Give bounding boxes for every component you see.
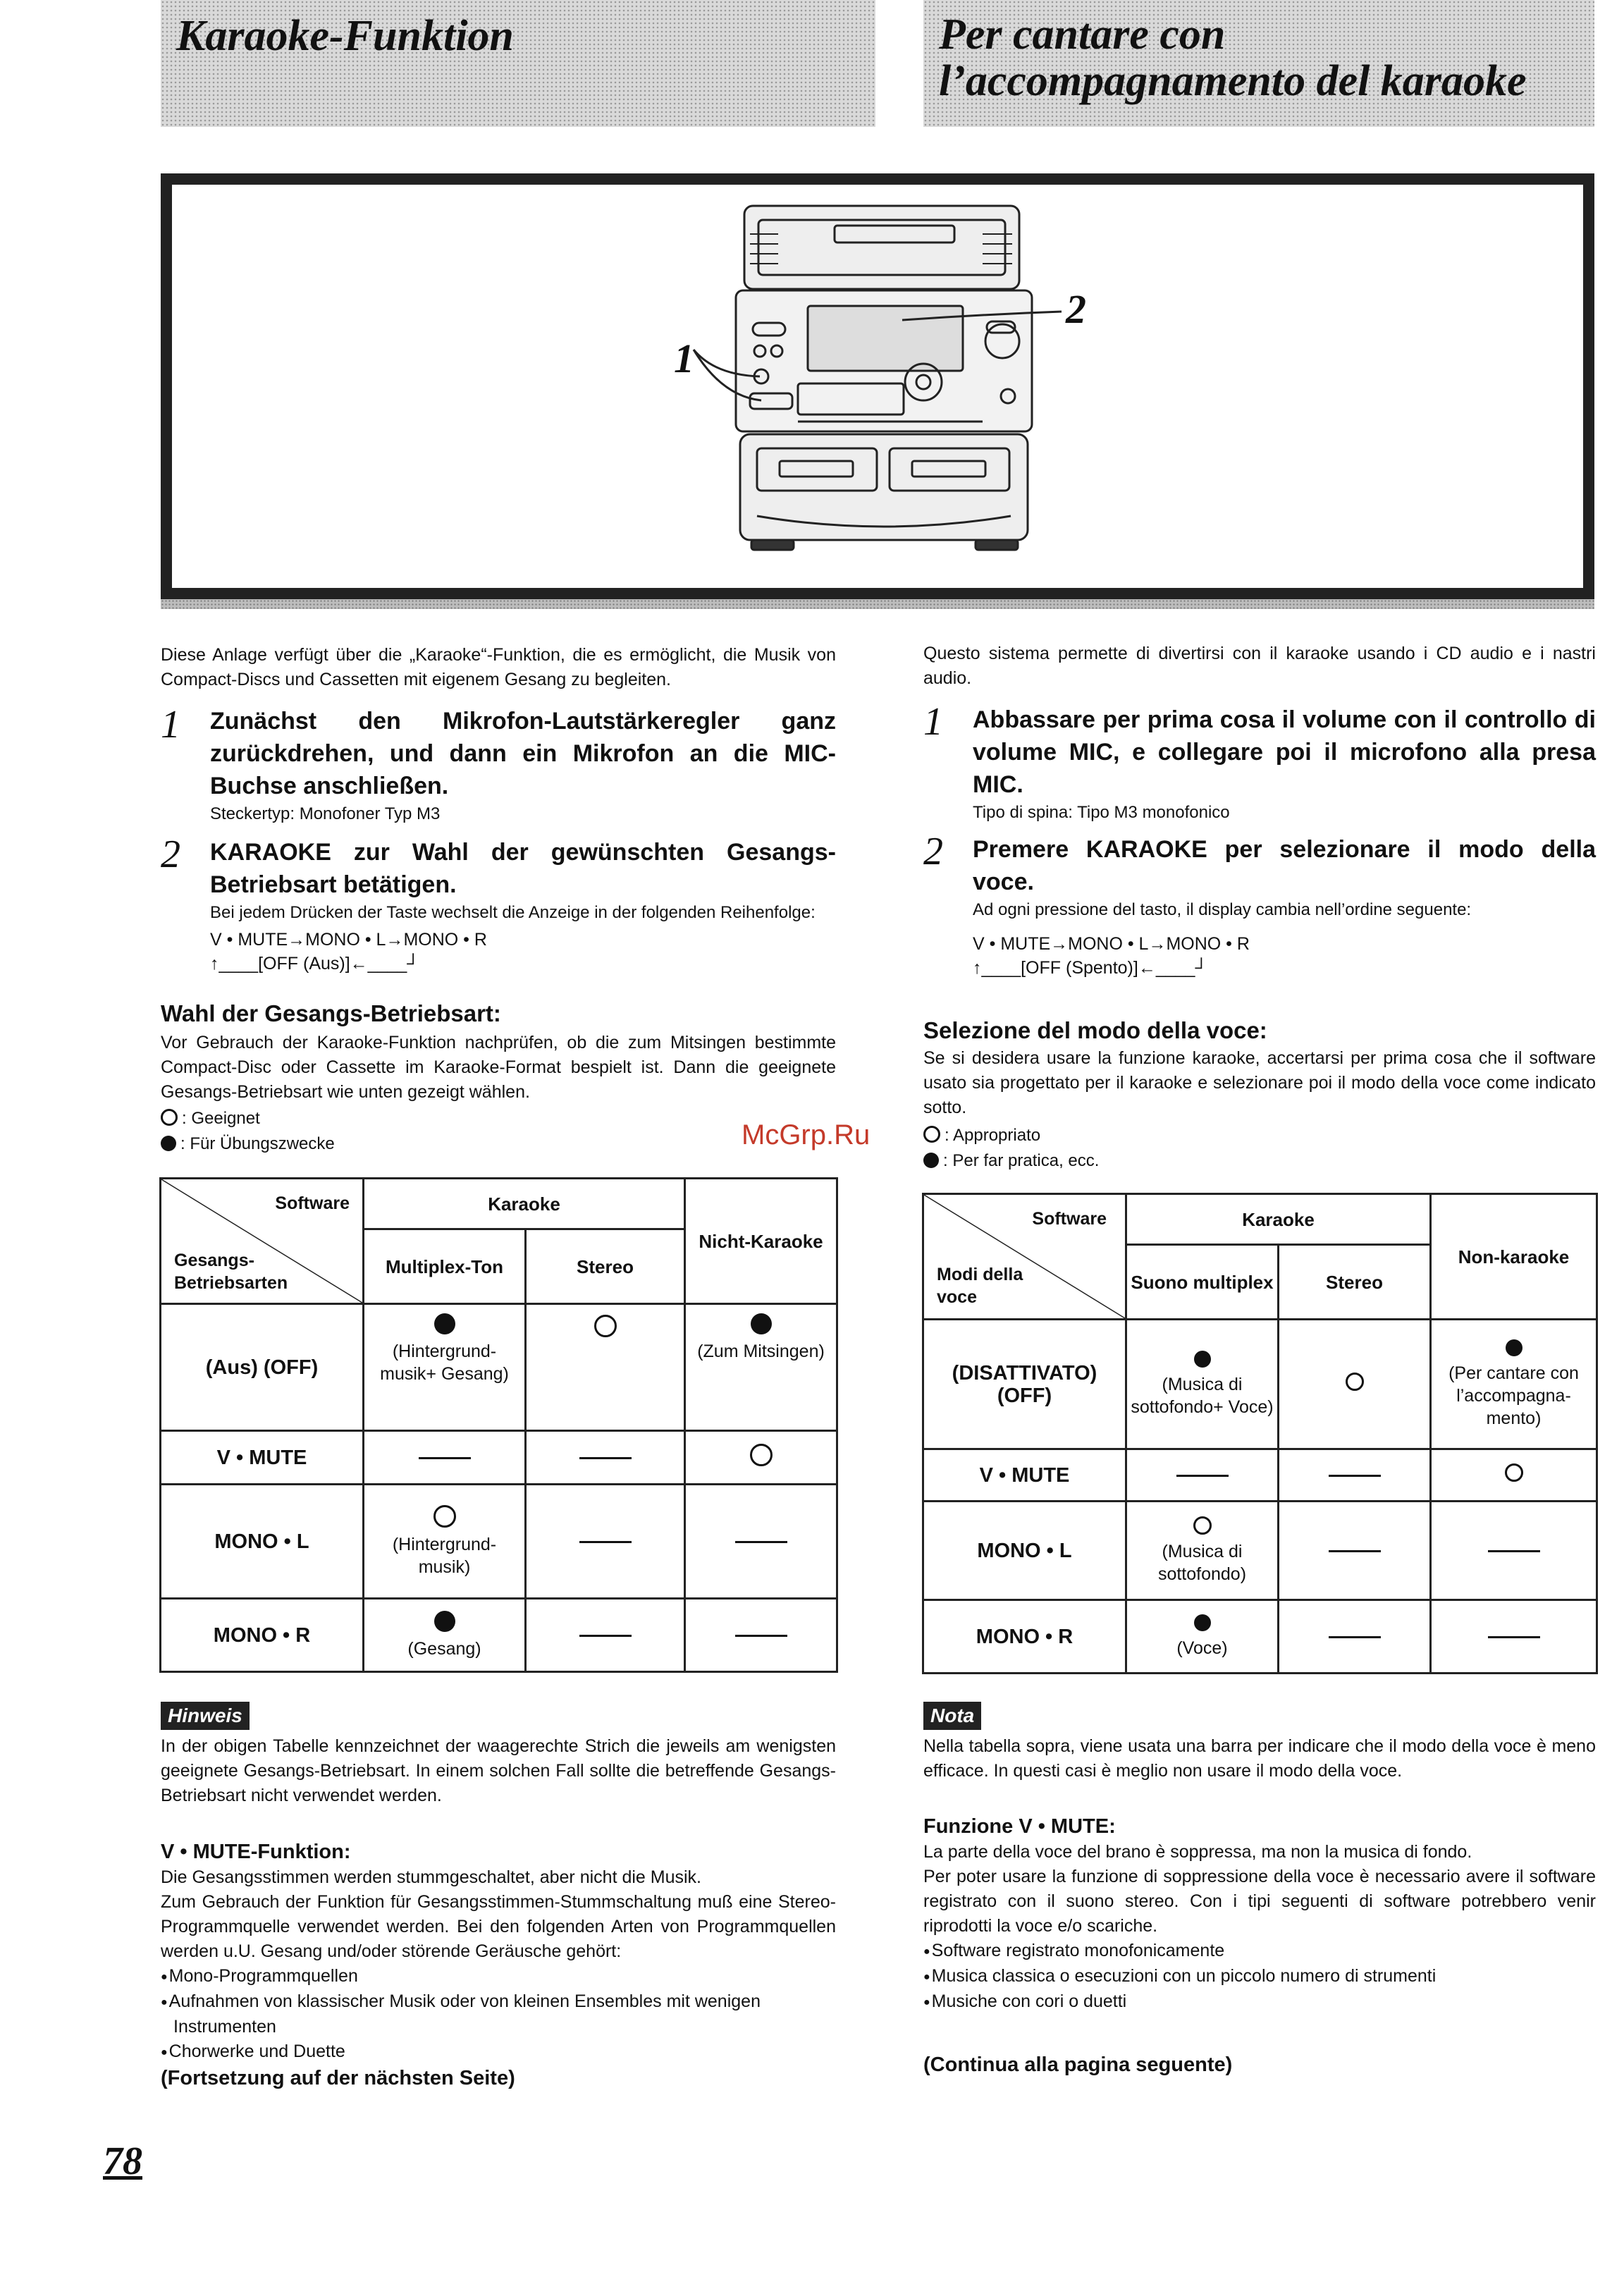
it-page-title: Per cantare con l’accompagnamento del karaoke bbox=[939, 11, 1527, 105]
dash-symbol-icon bbox=[1329, 1475, 1381, 1477]
de-mode-cycle-return: ↑____[OFF (Aus)]←____┘ bbox=[210, 954, 419, 974]
it-step2-number: 2 bbox=[923, 830, 943, 873]
de-step2 bbox=[210, 836, 836, 976]
page-number: 78 bbox=[103, 2139, 142, 2183]
it-karaoke-table bbox=[922, 1193, 1598, 1674]
dot-symbol-icon bbox=[434, 1313, 455, 1334]
it-step2-text: Premere KARAOKE per selezionare il modo della voce. bbox=[973, 836, 1596, 895]
de-karaoke-table bbox=[159, 1177, 838, 1673]
it-monor-multiplex-note: (Voce) bbox=[1176, 1638, 1228, 1658]
stereo-system-illustration bbox=[172, 185, 1583, 588]
de-step2-note: Bei jedem Drücken der Taste wechselt die Anzeige in der folgenden Reihenfolge: bbox=[210, 903, 816, 922]
it-mode-cycle: V • MUTE→MONO • L→MONO • R bbox=[973, 934, 1250, 954]
it-monol-multiplex-note: (Musica di sottofondo) bbox=[1157, 1541, 1247, 1584]
dash-symbol-icon bbox=[579, 1541, 632, 1543]
dash-symbol-icon bbox=[1329, 1636, 1381, 1638]
it-step1-note: Tipo di spina: Tipo M3 monofonico bbox=[973, 803, 1230, 822]
table-row bbox=[161, 1485, 837, 1599]
de-legend-dot: : Für Übungszwecke bbox=[161, 1132, 335, 1156]
stereo-system-figure bbox=[161, 173, 1594, 599]
de-table-software-label: Software bbox=[275, 1193, 350, 1213]
list-item: ● Chorwerke und Duette bbox=[161, 2039, 836, 2065]
table-row bbox=[161, 1599, 837, 1672]
it-section-text: Se si desidera usare la funzione karaoke, accertarsi per prima cosa che il software usato sia progettato per il karaoke e selezionare poi il modo della voce come indicato sotto. bbox=[923, 1048, 1596, 1117]
list-item: ● Musica classica o esecuzioni con un piccolo numero di strumenti bbox=[923, 1964, 1596, 1989]
de-row-off-label: (Aus) (OFF) bbox=[161, 1304, 364, 1431]
ring-symbol-icon bbox=[594, 1315, 617, 1337]
it-table-modes-label: Modi della voce bbox=[937, 1265, 1023, 1307]
de-table-multiplex-header: Multiplex-Ton bbox=[364, 1229, 526, 1304]
it-hint-text: Nella tabella sopra, viene usata una barra per indicare che il modo della voce è meno efficace. In questi casi è meglio non usare il modo della voce. bbox=[923, 1736, 1596, 1781]
de-table-karaoke-header: Karaoke bbox=[364, 1179, 685, 1229]
de-continued-note: (Fortsetzung auf der nächsten Seite) bbox=[161, 2067, 515, 2089]
it-continued-note: (Continua alla pagina seguente) bbox=[923, 2053, 1233, 2076]
it-off-non-note: (Per cantare con l’accompagna-mento) bbox=[1448, 1363, 1579, 1428]
table-row bbox=[923, 1502, 1597, 1600]
de-legend-ring: : Geeignet bbox=[161, 1107, 260, 1131]
it-vmute-body bbox=[923, 1840, 1596, 2015]
it-table-multiplex-header: Suono multiplex bbox=[1126, 1245, 1279, 1320]
table-row bbox=[923, 1320, 1597, 1449]
dot-symbol-icon bbox=[1506, 1339, 1522, 1356]
de-vmute-body bbox=[161, 1865, 836, 2092]
de-hint-badge: Hinweis bbox=[161, 1702, 250, 1730]
it-legend-dot: : Per far pratica, ecc. bbox=[923, 1149, 1099, 1173]
dash-symbol-icon bbox=[1488, 1550, 1540, 1552]
it-mode-cycle-return: ↑____[OFF (Spento)]←____┘ bbox=[973, 958, 1208, 978]
dot-symbol-icon bbox=[1194, 1351, 1211, 1368]
de-page-title: Karaoke-Funktion bbox=[176, 12, 514, 60]
dash-symbol-icon bbox=[1329, 1550, 1381, 1552]
de-intro-text: Diese Anlage verfügt über die „Karaoke“-Funktion, die es ermöglicht, die Musik von Compact-Discs und Cassetten mit eigenem Gesang zu begleiten. bbox=[161, 645, 836, 689]
it-step1 bbox=[973, 704, 1596, 825]
de-table-non-karaoke-header: Nicht-Karaoke bbox=[685, 1179, 837, 1304]
de-vmute-p1: Die Gesangsstimmen werden stummgeschaltet, aber nicht die Musik. bbox=[161, 1867, 701, 1887]
list-item: ● Aufnahmen von klassischer Musik oder von kleinen Ensembles mit wenigen Instrumenten bbox=[161, 1989, 836, 2039]
table-row bbox=[923, 1600, 1597, 1674]
dash-symbol-icon bbox=[735, 1541, 787, 1543]
it-step1-text: Abbassare per prima cosa il volume con il controllo di volume MIC, e collegare poi il microfono alla presa MIC. bbox=[973, 706, 1596, 798]
it-table-software-label: Software bbox=[1032, 1209, 1107, 1229]
it-hint-badge: Nota bbox=[923, 1702, 981, 1730]
ring-symbol-icon bbox=[923, 1126, 940, 1143]
de-row-monol-label: MONO • L bbox=[161, 1485, 364, 1599]
de-step2-number: 2 bbox=[161, 833, 180, 876]
de-section-text: Vor Gebrauch der Karaoke-Funktion nachprüfen, ob die zum Mitsingen bestimmte Compact-Disc oder Cassette im Karaoke-Format bespielt ist. Dann die geeignete Gesangs-Betriebsart wie unten gezeigt wählen. bbox=[161, 1033, 836, 1102]
it-step2-note: Ad ogni pressione del tasto, il display cambia nell’ordine seguente: bbox=[973, 900, 1472, 919]
list-item: ● Mono-Programmquellen bbox=[161, 1964, 836, 1989]
dash-symbol-icon bbox=[1176, 1475, 1229, 1477]
de-monor-multiplex-note: (Gesang) bbox=[407, 1638, 481, 1659]
de-vmute-list bbox=[161, 1964, 836, 2065]
de-header-banner bbox=[161, 0, 875, 127]
de-table-corner bbox=[161, 1179, 364, 1304]
dot-symbol-icon bbox=[434, 1611, 455, 1632]
it-off-multiplex-note: (Musica di sottofondo+ Voce) bbox=[1131, 1374, 1274, 1417]
dash-symbol-icon bbox=[419, 1457, 471, 1459]
it-vmute-p1: La parte della voce del brano è soppressa, ma non la musica di fondo. bbox=[923, 1842, 1472, 1862]
callout-2-label: 2 bbox=[1066, 286, 1086, 332]
de-step1 bbox=[210, 705, 836, 826]
it-row-off-label: (DISATTIVATO) (OFF) bbox=[923, 1320, 1126, 1449]
ring-symbol-icon bbox=[433, 1505, 456, 1528]
de-hint-text: In der obigen Tabelle kennzeichnet der waagerechte Strich die jeweils am wenigsten geeignete Gesangs-Betriebsart. In einem solchen Fall sollte die betreffende Gesangs-Betriebsart nicht verwendet werden. bbox=[161, 1736, 836, 1805]
de-vmute-title: V • MUTE-Funktion: bbox=[161, 1841, 351, 1863]
it-table-stereo-header: Stereo bbox=[1279, 1245, 1431, 1320]
ring-symbol-icon bbox=[1346, 1373, 1364, 1391]
it-table-non-karaoke-header: Non-karaoke bbox=[1431, 1194, 1597, 1320]
it-row-monol-label: MONO • L bbox=[923, 1502, 1126, 1600]
it-vmute-p2: Per poter usare la funzione di soppressione della voce è necessario avere il software registrato con il suono stereo. Con i tipi seguenti di software potrebbero venir riprodotti la voce e/o scariche. bbox=[923, 1867, 1596, 1936]
ring-symbol-icon bbox=[161, 1109, 178, 1126]
ring-symbol-icon bbox=[1505, 1463, 1523, 1482]
de-table-stereo-header: Stereo bbox=[526, 1229, 685, 1304]
it-header-banner bbox=[923, 0, 1594, 127]
it-intro-text: Questo sistema permette di divertirsi con il karaoke usando i CD audio e i nastri audio. bbox=[923, 644, 1596, 688]
it-table-corner bbox=[923, 1194, 1126, 1320]
de-row-monor-label: MONO • R bbox=[161, 1599, 364, 1672]
dash-symbol-icon bbox=[579, 1635, 632, 1637]
it-step1-number: 1 bbox=[923, 700, 943, 744]
list-item: ● Software registrato monofonicamente bbox=[923, 1939, 1596, 1964]
de-mode-cycle: V • MUTE→MONO • L→MONO • R bbox=[210, 930, 487, 950]
it-row-vmute-label: V • MUTE bbox=[923, 1449, 1126, 1502]
table-row bbox=[923, 1449, 1597, 1502]
de-step2-text: KARAOKE zur Wahl der gewünschten Gesangs-Betriebsart betätigen. bbox=[210, 839, 836, 898]
table-row bbox=[161, 1431, 837, 1485]
table-row bbox=[161, 1304, 837, 1431]
callout-1-label: 1 bbox=[674, 336, 694, 381]
de-off-non-note: (Zum Mitsingen) bbox=[697, 1341, 825, 1361]
dot-symbol-icon bbox=[751, 1313, 772, 1334]
it-vmute-title: Funzione V • MUTE: bbox=[923, 1815, 1116, 1838]
it-step2 bbox=[973, 833, 1596, 980]
dash-symbol-icon bbox=[1488, 1636, 1540, 1638]
de-section-title: Wahl der Gesangs-Betriebsart: bbox=[161, 1000, 501, 1026]
de-step1-note: Steckertyp: Monofoner Typ M3 bbox=[210, 804, 441, 823]
de-step1-number: 1 bbox=[161, 703, 180, 747]
dot-symbol-icon bbox=[923, 1153, 939, 1168]
de-monol-multiplex-note: (Hintergrund-musik) bbox=[392, 1534, 497, 1577]
list-item: ● Musiche con cori o duetti bbox=[923, 1989, 1596, 2015]
ring-symbol-icon bbox=[1193, 1516, 1212, 1535]
it-section-title: Selezione del modo della voce: bbox=[923, 1017, 1267, 1043]
dot-symbol-icon bbox=[161, 1136, 176, 1151]
it-legend-ring: : Appropriato bbox=[923, 1124, 1040, 1148]
dot-symbol-icon bbox=[1194, 1614, 1211, 1631]
dash-symbol-icon bbox=[735, 1635, 787, 1637]
it-vmute-list bbox=[923, 1939, 1596, 2015]
ring-symbol-icon bbox=[750, 1444, 773, 1466]
de-table-modes-label: Gesangs-Betriebsarten bbox=[174, 1251, 288, 1293]
de-vmute-p2: Zum Gebrauch der Funktion für Gesangsstimmen-Stummschaltung muß eine Stereo-Programmquelle verwendet werden. Bei den folgenden Arten von Programmquellen werden u.U. Gesang und/oder störende Geräusche gehört: bbox=[161, 1892, 836, 1961]
it-row-monor-label: MONO • R bbox=[923, 1600, 1126, 1674]
watermark: McGrp.Ru bbox=[742, 1119, 871, 1150]
de-off-multiplex-note: (Hintergrund-musik+ Gesang) bbox=[380, 1341, 509, 1384]
dash-symbol-icon bbox=[579, 1457, 632, 1459]
it-table-karaoke-header: Karaoke bbox=[1126, 1194, 1431, 1245]
de-step1-text: Zunächst den Mikrofon-Lautstärkeregler ganz zurückdrehen, und dann ein Mikrofon an die MIC-Buchse anschließen. bbox=[210, 708, 836, 799]
de-row-vmute-label: V • MUTE bbox=[161, 1431, 364, 1485]
